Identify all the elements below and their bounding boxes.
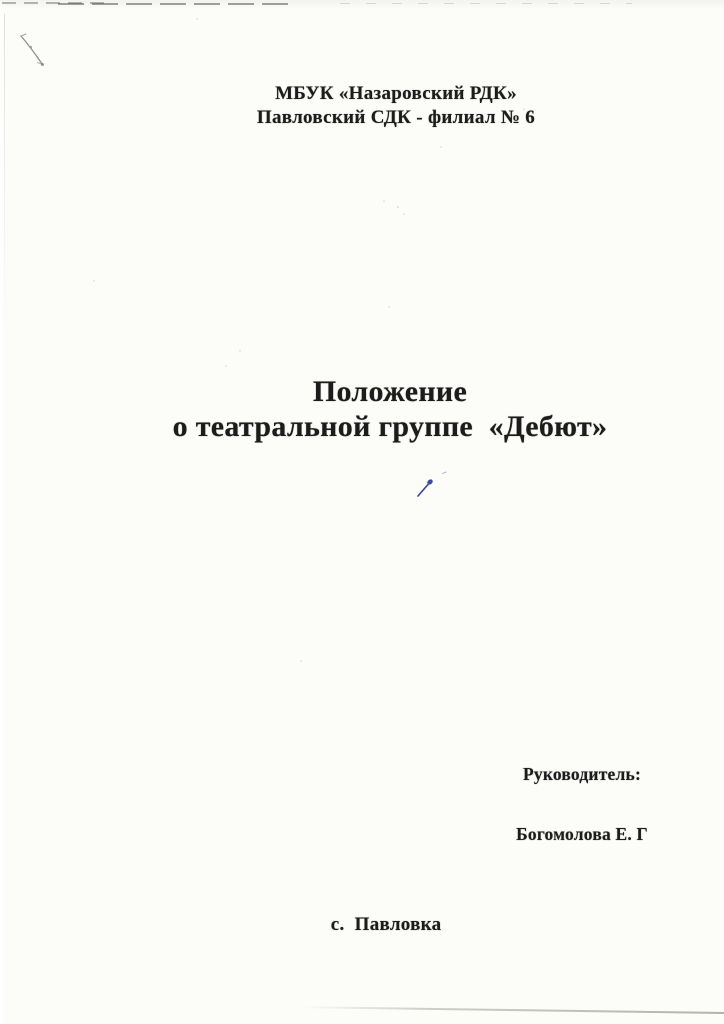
dust-speck — [383, 200, 385, 202]
title-line-2: о театральной группе «Дебют» — [172, 410, 608, 443]
top-edge-scan-artifact — [340, 3, 632, 4]
organization-name: МБУК «Назаровский РДК» — [275, 83, 517, 104]
dust-speck — [196, 18, 198, 20]
pencil-scratch-mark — [21, 34, 44, 66]
left-edge-scan-artifact — [4, 14, 5, 344]
dust-speck — [225, 365, 227, 367]
signature-block — [502, 724, 662, 884]
document-title — [0, 374, 724, 444]
dust-speck — [239, 350, 241, 352]
branch-name: Павловский СДК - филиал № 6 — [256, 107, 536, 128]
bottom-edge-scan-artifact — [300, 1006, 724, 1014]
top-edge-scan-artifact — [58, 3, 290, 5]
blue-ink-mark — [418, 472, 446, 496]
settlement-name: с. Павловка — [330, 914, 442, 935]
signature-name: Богомолова Е. Г — [516, 824, 648, 844]
signature-role-label: Руководитель: — [523, 764, 641, 784]
dust-speck — [388, 306, 390, 308]
dust-speck — [93, 280, 95, 282]
document-header — [0, 82, 724, 130]
dust-speck — [300, 660, 302, 662]
dust-speck — [403, 213, 405, 215]
dust-speck — [397, 206, 399, 208]
dust-speck — [440, 146, 442, 148]
title-line-1: Положение — [312, 375, 468, 408]
settlement-footer — [0, 892, 724, 958]
